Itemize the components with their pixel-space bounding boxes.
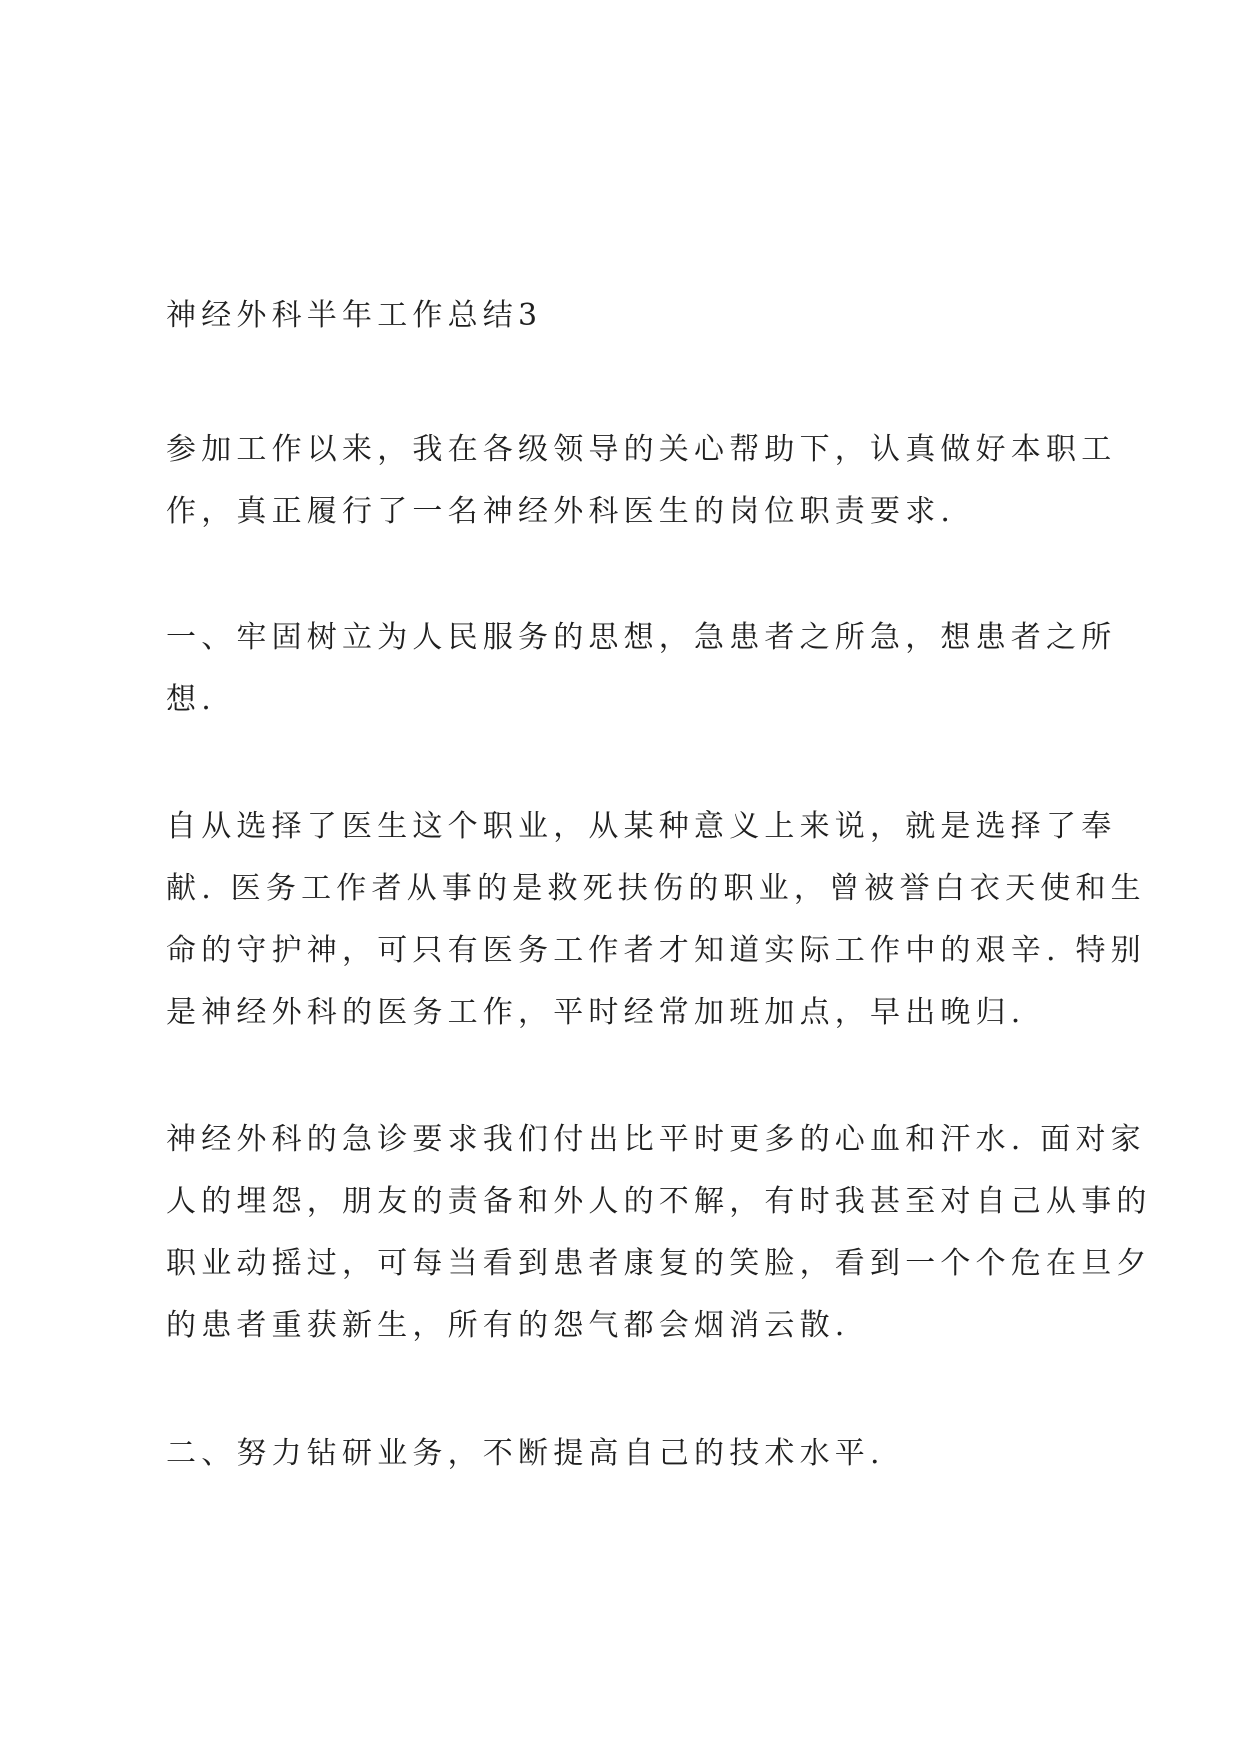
paragraph-line: 献. 医务工作者从事的是救死扶伤的职业，曾被誉白衣天使和生: [166, 871, 1146, 906]
paragraph-line: 人的埋怨，朋友的责备和外人的不解，有时我甚至对自己从事的: [166, 1184, 1152, 1219]
section-heading-1: [166, 607, 1117, 731]
paragraph-line: 命的守护神，可只有医务工作者才知道实际工作中的艰辛. 特别: [166, 933, 1146, 968]
paragraph-emergency: [166, 1109, 1152, 1357]
paragraph-line: 想.: [166, 682, 216, 717]
paragraph-line: 神经外科的急诊要求我们付出比平时更多的心血和汗水. 面对家: [166, 1122, 1146, 1157]
paragraph-line: 是神经外科的医务工作，平时经常加班加点，早出晚归.: [166, 995, 1026, 1030]
document-title: [166, 285, 1096, 347]
paragraph-intro: [166, 419, 1117, 543]
title-line: 神经外科半年工作总结3: [166, 298, 543, 333]
paragraph-line: 一、牢固树立为人民服务的思想，急患者之所急，想患者之所: [166, 620, 1117, 655]
paragraph-line: 的患者重获新生，所有的怨气都会烟消云散.: [166, 1308, 850, 1343]
paragraph-line: 二、努力钻研业务，不断提高自己的技术水平.: [166, 1436, 885, 1471]
paragraph-line: 参加工作以来，我在各级领导的关心帮助下，认真做好本职工: [166, 432, 1117, 467]
paragraph-line: 作，真正履行了一名神经外科医生的岗位职责要求.: [166, 494, 956, 529]
section-heading-2: [166, 1423, 1096, 1485]
paragraph-line: 职业动摇过，可每当看到患者康复的笑脸，看到一个个危在旦夕: [166, 1246, 1152, 1281]
paragraph-line: 自从选择了医生这个职业，从某种意义上来说，就是选择了奉: [166, 809, 1117, 844]
paragraph-career-choice: [166, 796, 1146, 1044]
